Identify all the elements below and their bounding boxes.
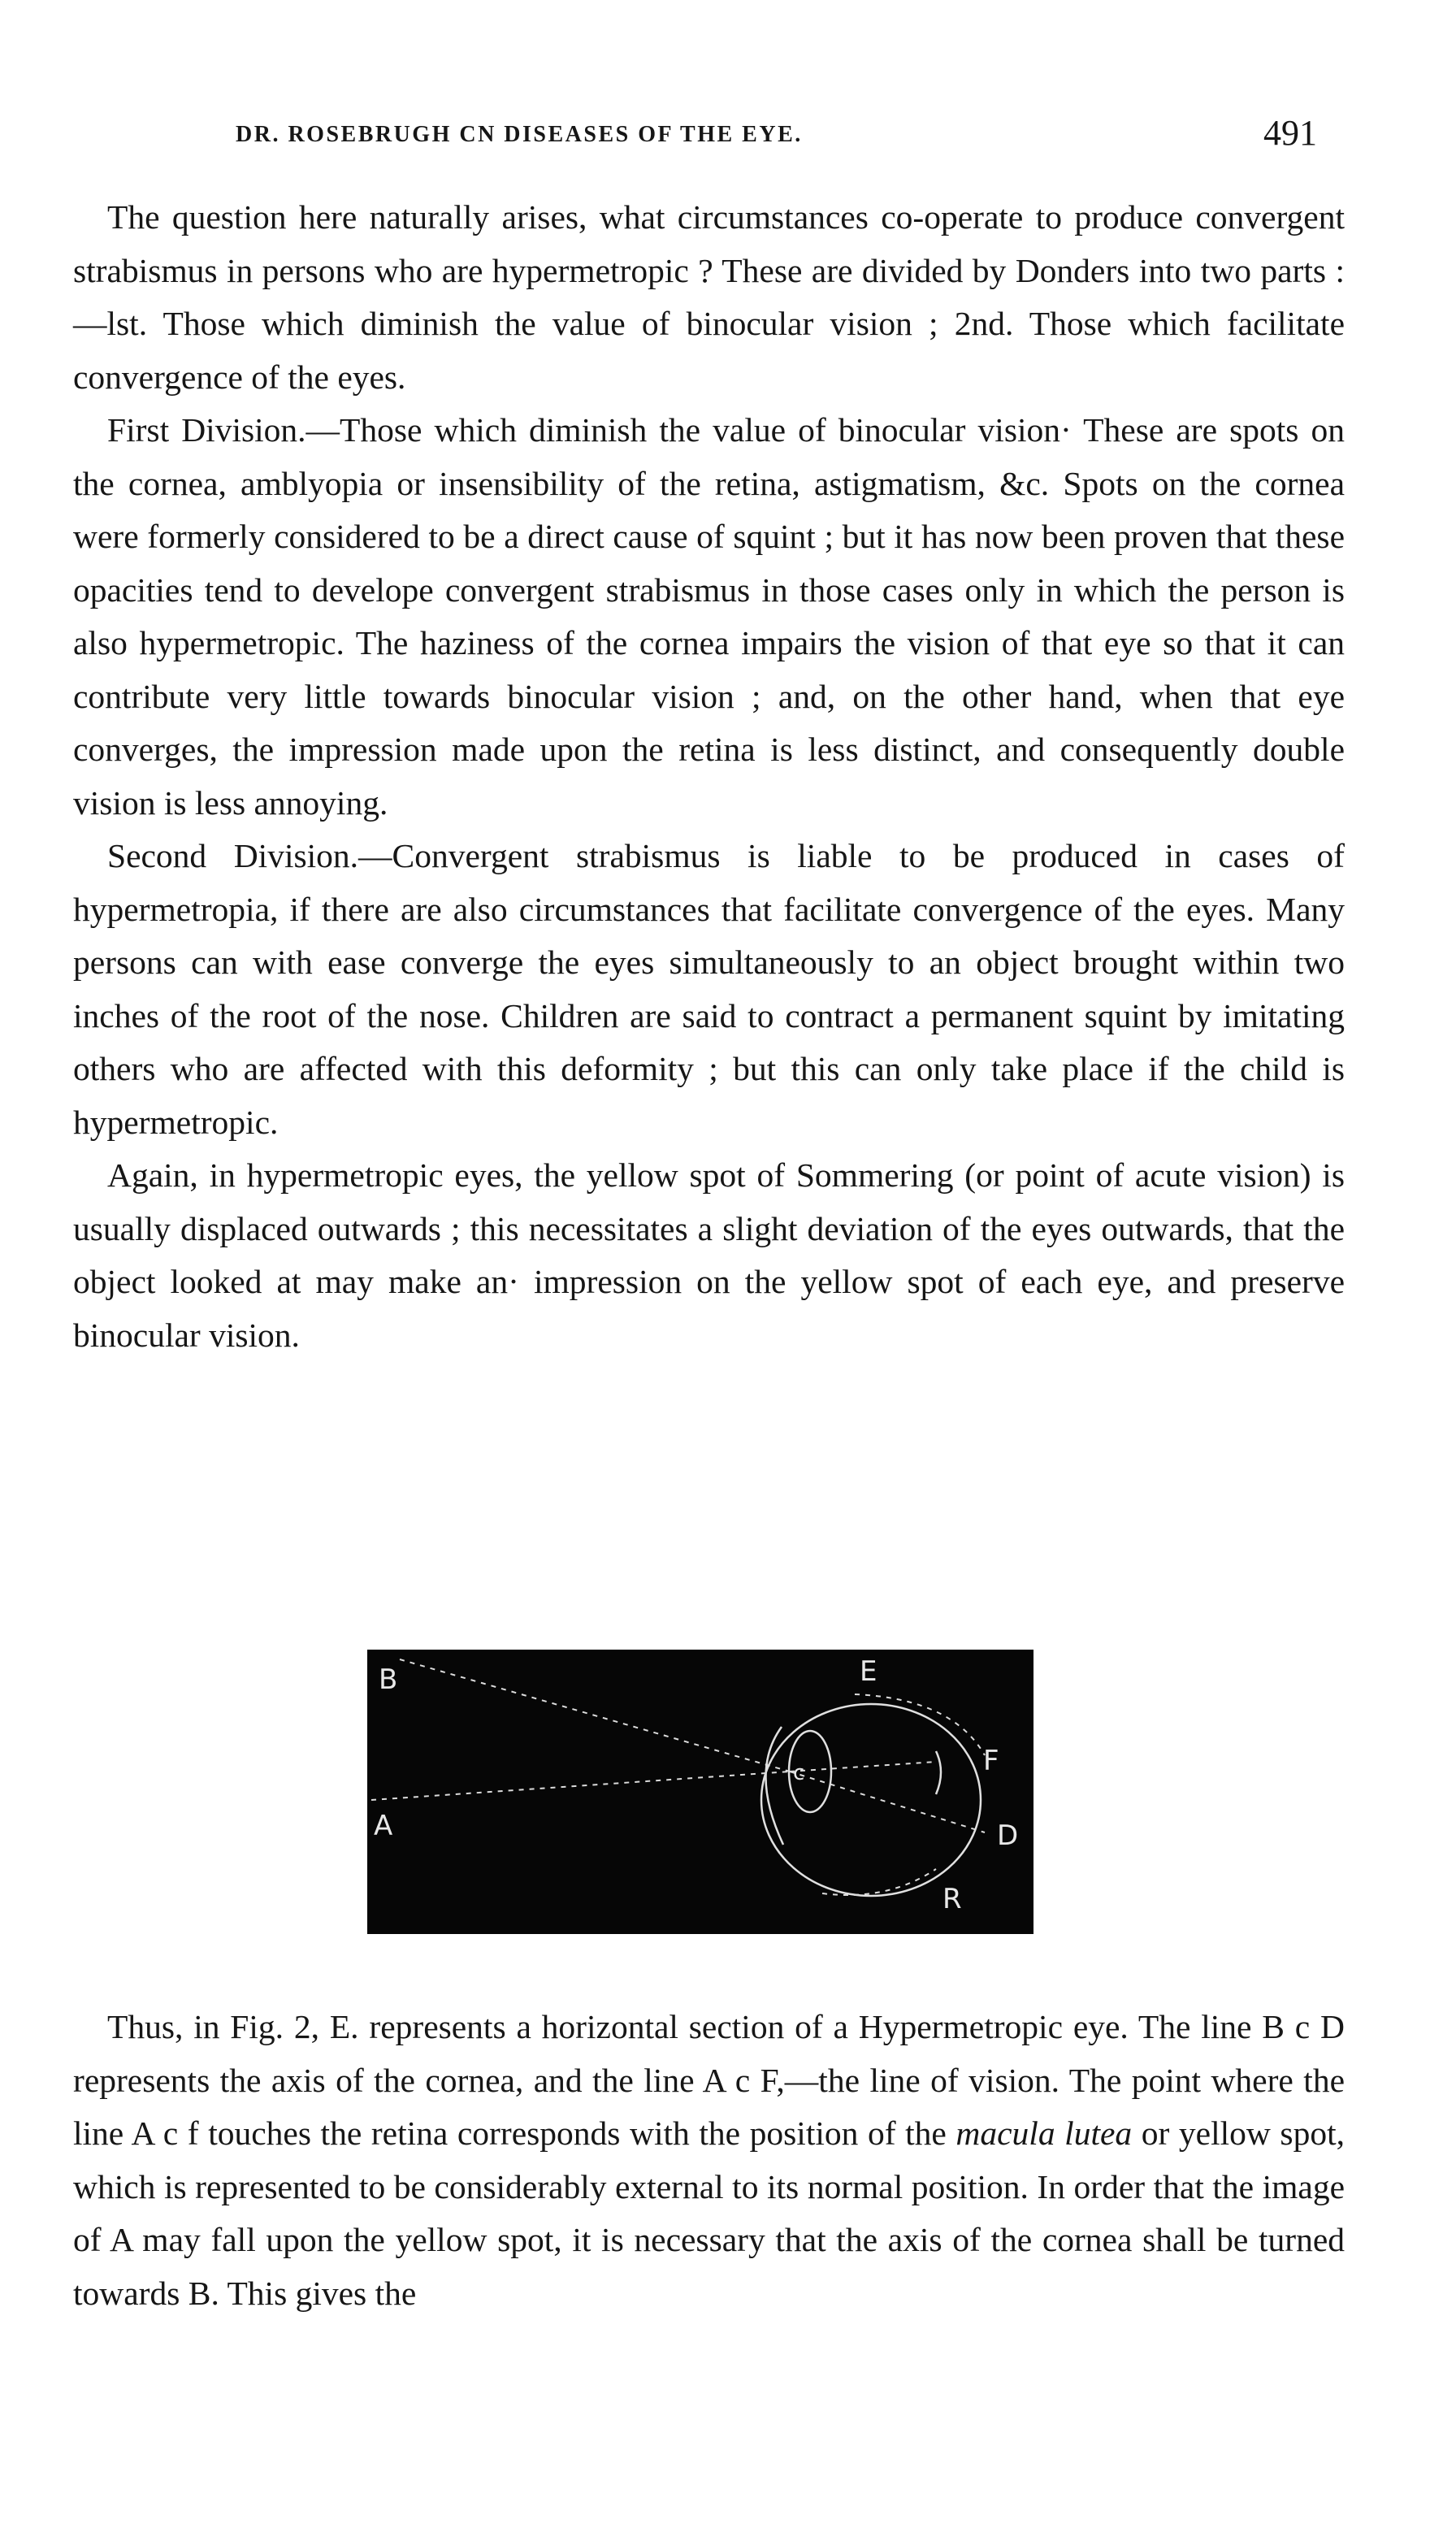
label-c: c (793, 1761, 805, 1785)
paragraph: The question here naturally arises, what circumstances co-operate to produce convergent strabismus in persons who are hypermetropic ? These are divided by Donders into two parts :—lst. Those which diminish the value of binocular vision ; 2nd. Those which facilitate convergence of the eyes. (73, 198, 1345, 396)
label-r: R (942, 1883, 962, 1915)
axis-line-b (400, 1659, 790, 1772)
paragraph-text-1: Thus, in Fig. 2, E. represents a horizontal section of a Hypermetropic eye. The line B c D represents the axis of the cornea, and the line A c F,—the line of vision. The point where the line A c f touches the retina corresponds with the position of the (73, 2008, 1345, 2152)
body-text-bottom (73, 2001, 1345, 2320)
paragraph (73, 2001, 1345, 2320)
label-e: E (860, 1655, 878, 1688)
eye-section-figure (367, 1650, 1034, 1934)
paragraph-text-2: or yellow spot, which is represented to be considerably external to its normal position. In order that the image of A may fall upon the yellow spot, it is necessary that the axis of the cornea shall be turned towards B. This gives the (73, 2114, 1345, 2312)
label-b: B (379, 1663, 398, 1696)
vision-line-f (790, 1762, 936, 1772)
paragraph: Second Division.—Convergent strabismus is liable to be produced in cases of hypermetropia, if there are also circumstances that facilitate convergence of the eyes. Many persons can with ease converge the eyes simultaneously to an object brought within two inches of the root of the nose. Children are said to contract a permanent squint by imitating others who are affected with this deformity ; but this can only take place if the child is hypermetropic. (73, 837, 1345, 1141)
macula-mark (936, 1751, 941, 1794)
label-a: A (374, 1810, 393, 1842)
label-d: D (997, 1819, 1019, 1852)
axis-line-d (790, 1772, 985, 1832)
vision-line-a (371, 1772, 790, 1800)
running-head: DR. ROSEBRUGH CN DISEASES OF THE EYE. (236, 122, 803, 147)
page-number: 491 (1263, 113, 1317, 153)
italic-term: macula lutea (956, 2114, 1133, 2152)
paragraph: First Division.—Those which diminish the value of binocular vision· These are spots on the cornea, amblyopia or insensibility of the retina, astigmatism, &c. Spots on the cornea were formerly considered to be a direct cause of squint ; but it has now been proven that these opacities tend to develope convergent strabismus in those cases only in which the person is also hypermetropic. The haziness of the cornea impairs the vision of that eye so that it can contribute very little towards binocular vision ; and, on the other hand, when that eye converges, the impression made upon the retina is less distinct, and consequently double vision is less annoying. (73, 411, 1345, 822)
paragraph: Again, in hypermetropic eyes, the yellow spot of Sommering (or point of acute vision) is usually displaced outwards ; this necessitates a slight deviation of the eyes outwards, that the object looked at may make an· impression on the yellow spot of each eye, and preserve binocular vision. (73, 1156, 1345, 1354)
label-f: F (983, 1745, 999, 1777)
body-text-top (73, 191, 1345, 1362)
eye-diagram (367, 1650, 1034, 1934)
